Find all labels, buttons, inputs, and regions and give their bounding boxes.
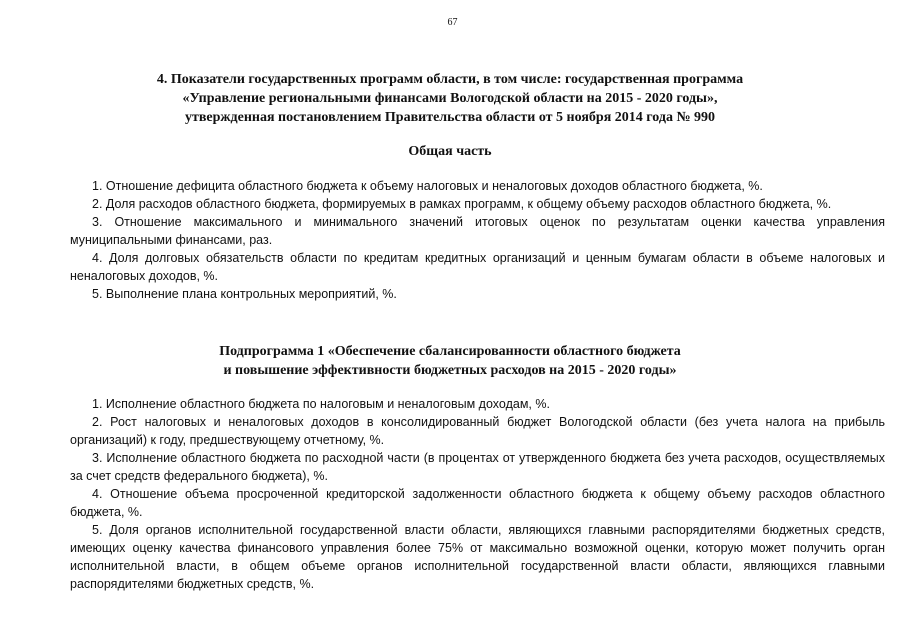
general-part-list [70,177,885,303]
subprogram-1-heading [60,342,840,380]
section-title-line-3: утвержденная постановлением Правительства области от 5 ноября 2014 года № 990 [184,110,716,125]
general-part-heading [60,142,840,161]
list-item: 1. Отношение дефицита областного бюджета к объему налоговых и неналоговых доходов областного бюджета, %. [92,179,763,193]
list-item: 4. Отношение объема просроченной кредиторской задолженности областного бюджета к общему объему расходов областного бюджета, %. [70,487,885,519]
list-item: 5. Доля органов исполнительной государственной власти области, являющихся главными распорядителями бюджетных средств, имеющих оценку качества финансового управления более 75% от максимально возможной оценки, которую может получить орган исполнительной власти, в общем объеме органов исполнительной государственной власти области, являющихся главными распорядителями бюджетных средств, %. [70,523,885,591]
list-item: 5. Выполнение плана контрольных мероприятий, %. [92,287,397,301]
list-item: 3. Отношение максимального и минимального значений итоговых оценок по результатам оценки качества управления муниципальными финансами, раз. [70,215,885,247]
section-title [60,70,840,127]
subprogram-1-heading-line-2: и повышение эффективности бюджетных расходов на 2015 - 2020 годы» [223,363,677,378]
section-title-line-2: «Управление региональными финансами Вологодской области на 2015 - 2020 годы», [182,91,718,106]
list-item: 3. Исполнение областного бюджета по расходной части (в процентах от утвержденного бюджета без учета расходов, осуществляемых за счет средств федерального бюджета), %. [70,451,885,483]
subprogram-1-list [70,395,885,593]
list-item: 4. Доля долговых обязательств области по кредитам кредитных организаций и ценным бумагам области в объеме налоговых и неналоговых доходов, %. [70,251,885,283]
subprogram-1-heading-line-1: Подпрограмма 1 «Обеспечение сбалансированности областного бюджета [219,344,681,359]
section-title-line-1: 4. Показатели государственных программ области, в том числе: государственная программа [156,72,744,87]
list-item: 2. Доля расходов областного бюджета, формируемых в рамках программ, к общему объему расходов областного бюджета, %. [92,197,832,211]
general-part-heading-text: Общая часть [408,144,492,159]
page-number: 67 [447,17,458,28]
list-item: 1. Исполнение областного бюджета по налоговым и неналоговым доходам, %. [92,397,550,411]
list-item: 2. Рост налоговых и неналоговых доходов в консолидированный бюджет Вологодской области (без учета налога на прибыль организаций) к году, предшествующему отчетному, %. [70,415,885,447]
